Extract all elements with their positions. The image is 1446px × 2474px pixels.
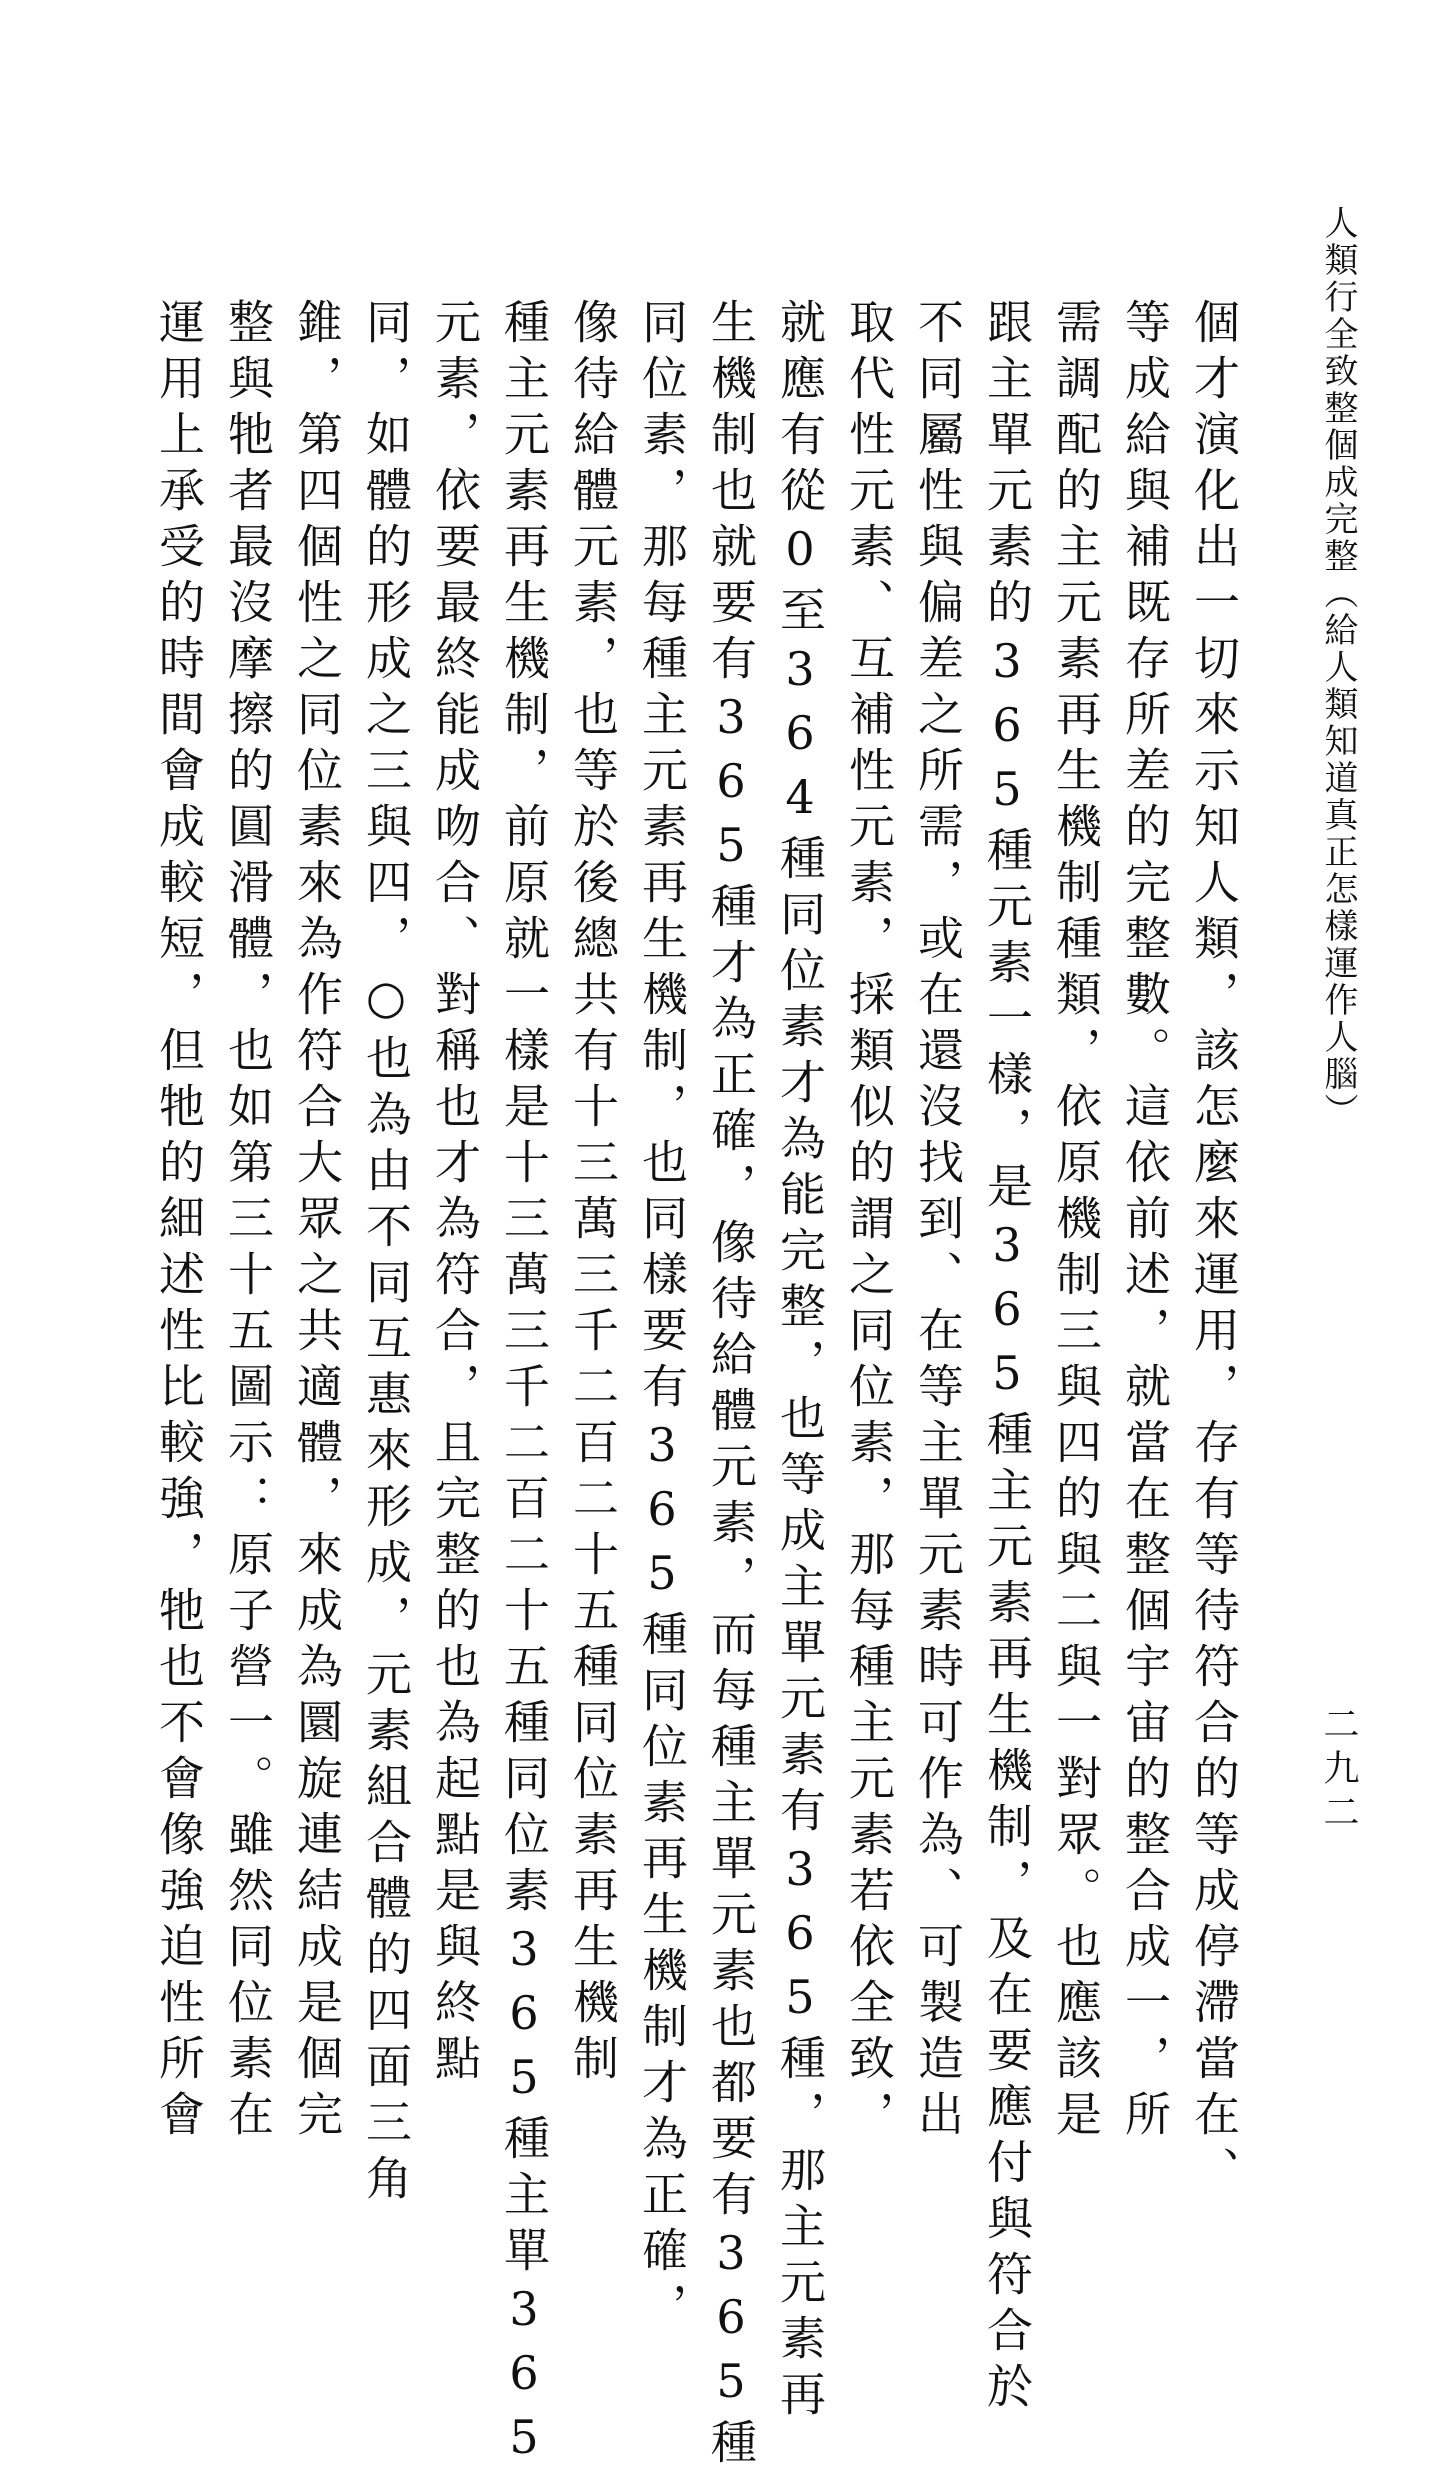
text-column: 像待給體元素，也等於後總共有十三萬三千二百二十五種同位素再生機制	[566, 298, 620, 2090]
text-column: 整與牠者最沒摩擦的圓滑體，也如第三十五圖示：原子營一。雖然同位素在	[221, 298, 275, 2146]
text-column: 就應有從0至364種同位素才為能完整，也等成主單元素有365種，那主元素再	[773, 298, 827, 2426]
text-column: 等成給與補既存所差的完整數。這依前述，就當在整個宇宙的整合成一，所	[1118, 298, 1172, 2146]
text-column: 同位素，那每種主元素再生機制，也同樣要有365種同位素再生機制才為正確，	[635, 298, 689, 2338]
text-column: 個才演化出一切來示知人類，該怎麼來運用，存有等待符合的等成停滯當在、	[1187, 298, 1241, 2202]
text-column: 不同屬性與偏差之所需，或在還沒找到、在等主單元素時可作為、可製造出	[911, 298, 965, 2146]
body-text	[152, 298, 1248, 2474]
text-column: 取代性元素、互補性元素，採類似的謂之同位素，那每種主元素若依全致，	[842, 298, 896, 2146]
text-column: 同，如體的形成之三與四，○也為由不同互惠來形成，元素組合體的四面三角	[359, 298, 413, 2210]
text-column: 跟主單元素的365種元素一樣，是365種主元素再生機制，及在要應付與符合於	[980, 298, 1034, 2418]
text-column: 種主元素再生機制，前原就一樣是十三萬三千二百二十五種同位素365種主單365	[497, 298, 551, 2474]
text-column: 元素，依要最終能成吻合、對稱也才為符合，且完整的也為起點是與終點	[428, 298, 482, 2090]
running-head: 人類行全致整個成完整（給人類知道真正怎樣運作人腦）	[1318, 205, 1358, 1130]
text-column: 錐，第四個性之同位素來為作符合大眾之共適體，來成為圜旋連結成是個完	[290, 298, 344, 2146]
text-column: 需調配的主元素再生機制種類，依原機制三與四的與二與一對眾。也應該是	[1049, 298, 1103, 2146]
page-number: 二九二	[1318, 1705, 1359, 1837]
text-column: 生機制也就要有365種才為正確，像待給體元素，而每種主單元素也都要有365種	[704, 298, 758, 2474]
text-column: 運用上承受的時間會成較短，但牠的細述性比較強，牠也不會像強迫性所會	[152, 298, 206, 2146]
